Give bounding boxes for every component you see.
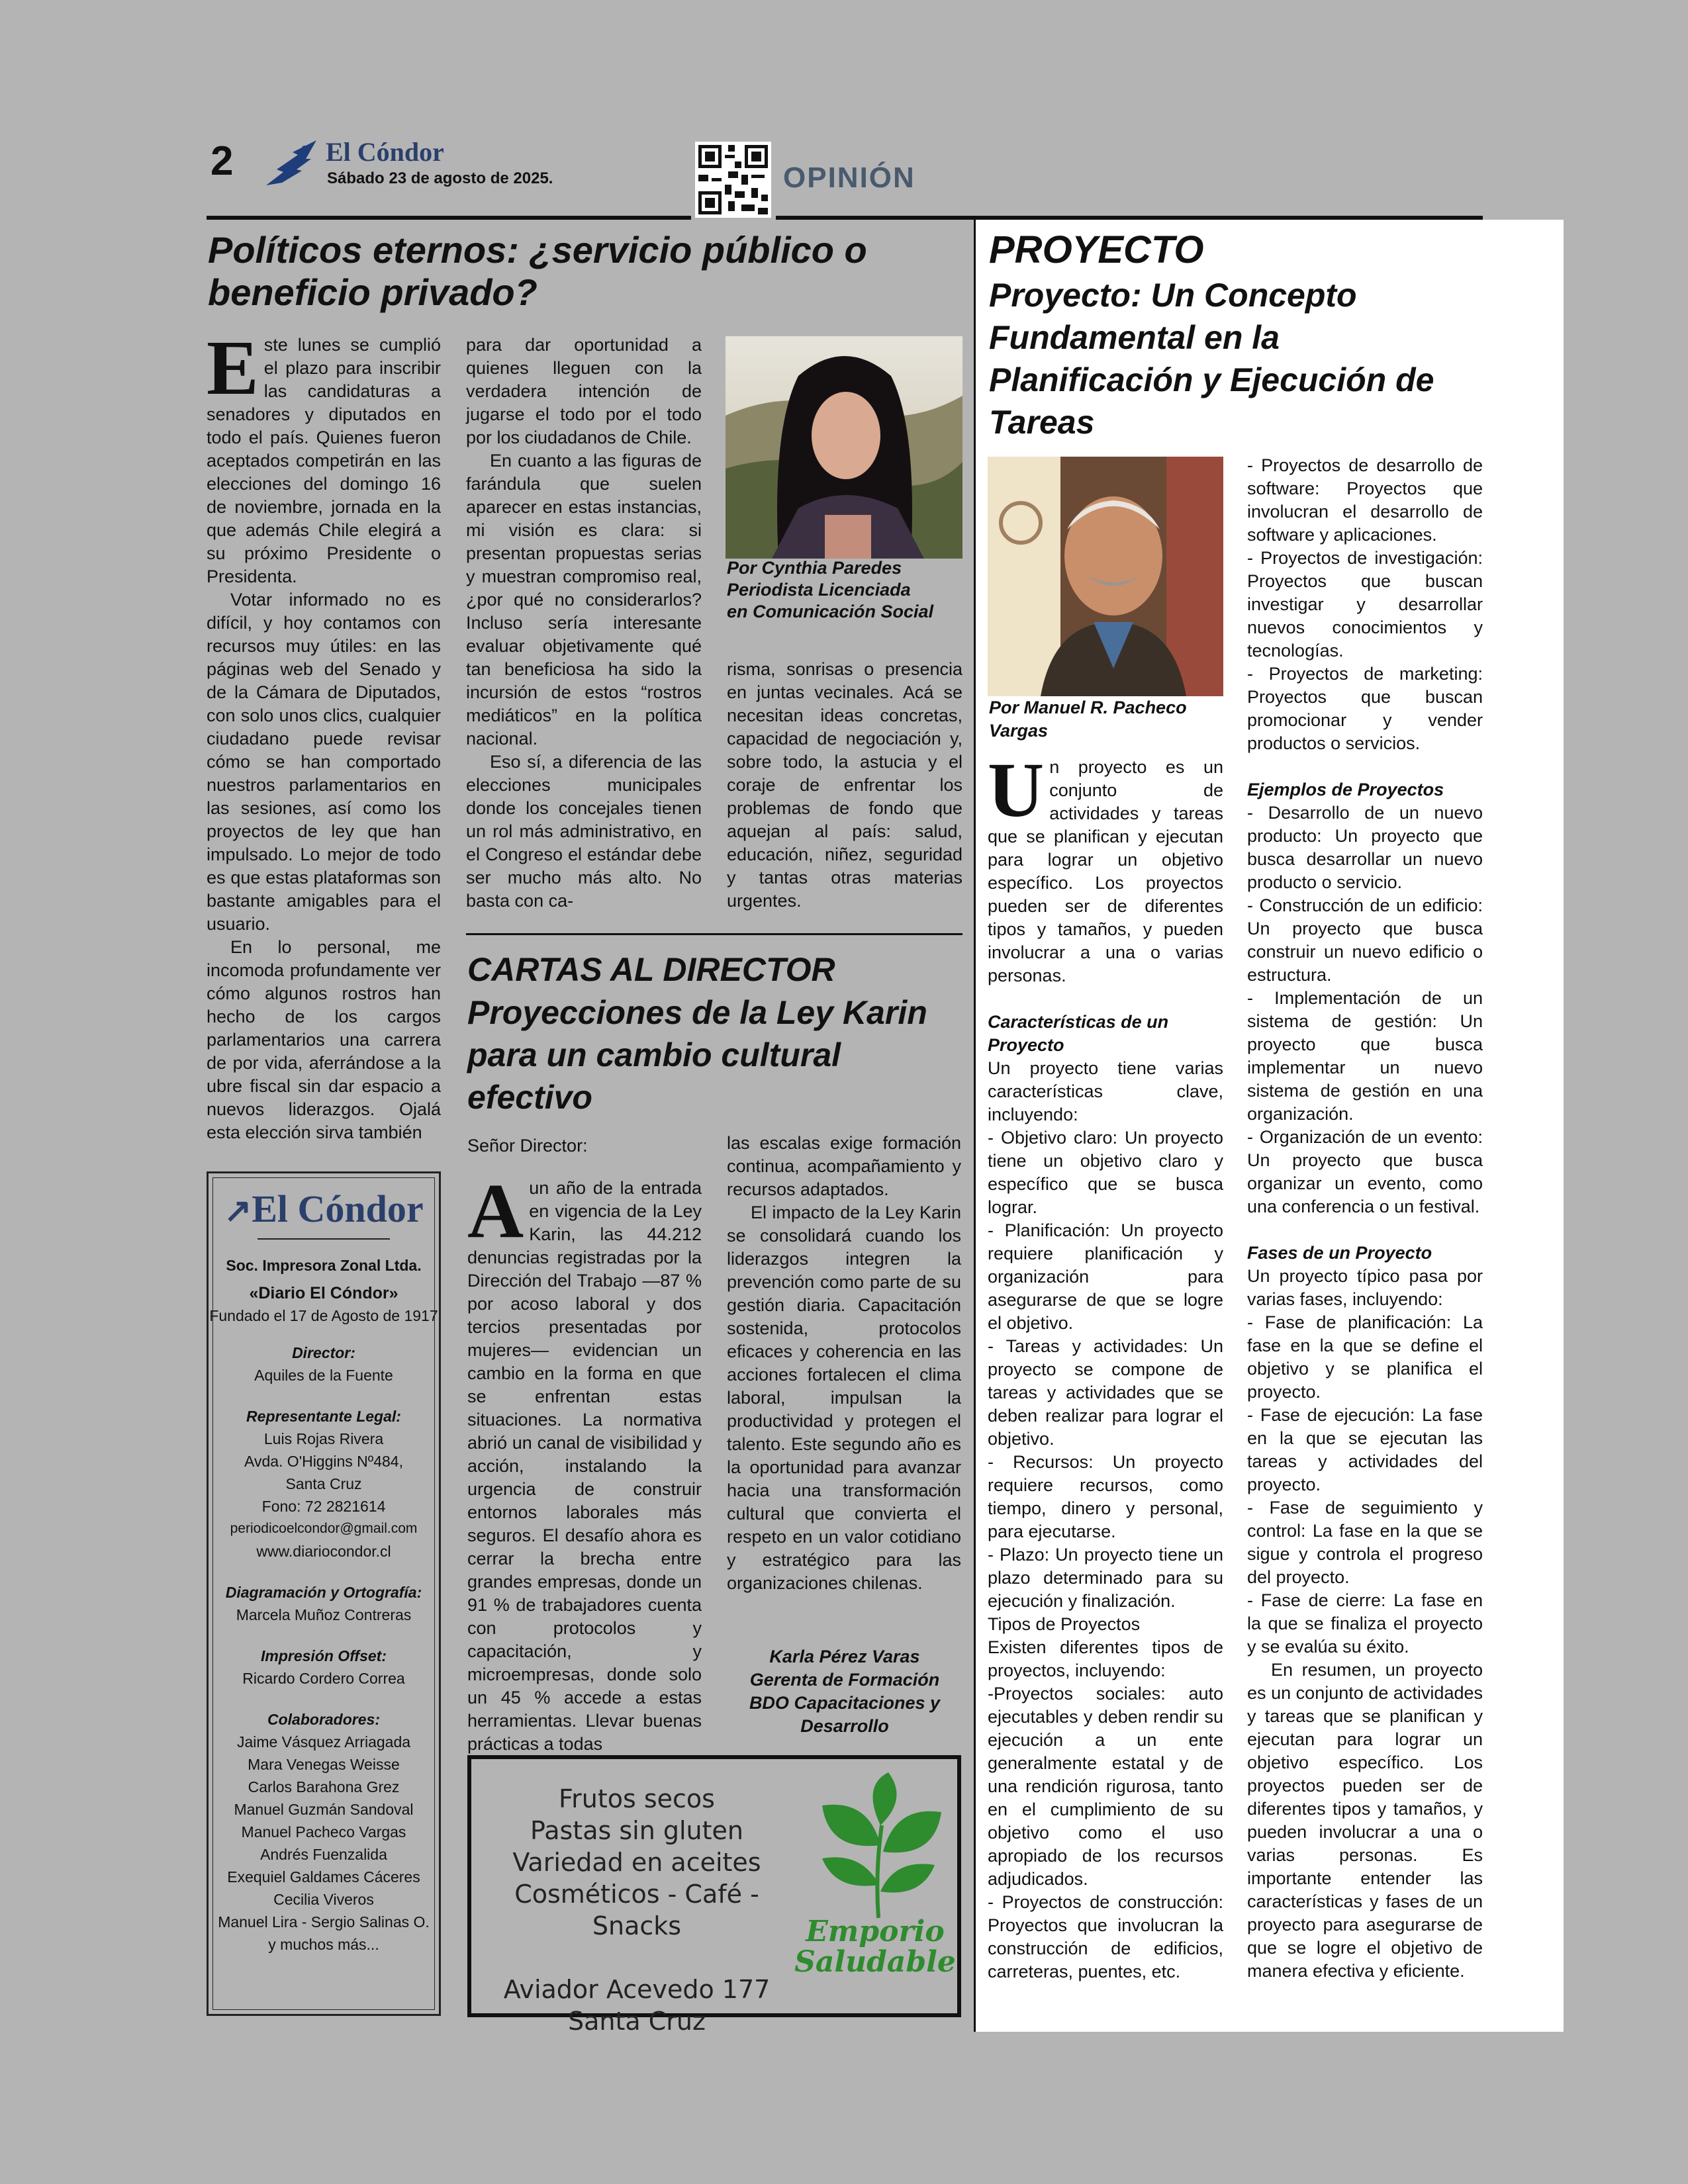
staff-legal-line: Santa Cruz <box>285 1475 362 1492</box>
staff-email-link[interactable]: periodicoelcondor@gmail.com <box>230 1521 418 1536</box>
staff-director-label: Director: <box>292 1344 355 1361</box>
paragraph: Existen diferentes tipos de proyectos, incluyendo: <box>988 1637 1223 1680</box>
section-label: OPINIÓN <box>783 161 915 194</box>
ad-line: Variedad en aceites <box>512 1848 761 1877</box>
paragraph: ste lunes se cumplió el plazo para inscribir las candidaturas a senadores y diputados en todo el país. Quienes fueron aceptados competirán en las elecciones del domingo 16 de noviembre, jornada en la que además Chile elegirá a su próximo Presidente o Presidenta. <box>207 335 441 586</box>
letter-col2 <box>727 1132 961 1595</box>
staff-legal-line: Luis Rojas Rivera <box>263 1430 384 1447</box>
letter-col1 <box>467 1167 702 1756</box>
header-rule-left <box>207 216 691 220</box>
qr-code-icon <box>695 142 771 218</box>
staff-collab: Cecilia Viveros <box>273 1891 374 1908</box>
staff-collab: Manuel Pacheco Vargas <box>241 1823 406 1841</box>
list-item: - Desarrollo de un nuevo producto: Un proyecto que busca desarrollar un nuevo producto o servicio. <box>1247 803 1483 892</box>
paragraph: En resumen, un proyecto es un conjunto de actividades y tareas que se planifican y ejecutan para lograr un objetivo específico. Los proyectos pueden ser de diferentes tipos y tamaños, y pueden involucrar a una o varias personas. Es importante entender las características y fases de un proyecto para asegurarse de que se logre el objetivo de manera efectiva y eficiente. <box>1247 1660 1483 1981</box>
staff-director: Aquiles de la Fuente <box>254 1367 393 1384</box>
ad-address: Santa Cruz <box>568 2007 706 2036</box>
article1-col3 <box>727 658 962 913</box>
staff-box <box>207 1171 441 2016</box>
staff-eagle-icon: ↗ <box>224 1192 252 1229</box>
staff-paper: «Diario El Cóndor» <box>249 1284 399 1302</box>
signature-line: Desarrollo <box>800 1716 889 1736</box>
list-item: - Fase de cierre: La fase en la que se finaliza el proyecto y se evalúa su éxito. <box>1247 1590 1483 1657</box>
letter-salutation: Señor Director: <box>467 1136 588 1156</box>
letter-dropcap: A <box>467 1167 524 1254</box>
paragraph: En cuanto a las figuras de farándula que suelen aparecer en estas instancias, mi visión es clara: si presentan propuestas serias y muestran compromiso real, ¿por qué no considerarlos? Incluso sería interesante evaluar objetivamente qué tan beneficiosa ha sido la incursión de estos “rostros mediáticos” en la política nacional. <box>466 451 702 749</box>
project-title: Proyecto: Un Concepto Fundamental en la Planificación y Ejecución de Tareas <box>989 277 1434 441</box>
list-item: - Proyectos de investigación: Proyectos que buscan investigar y desarrollar nuevos conocimientos y tecnologías. <box>1247 548 1483 660</box>
list-item: - Planificación: Un proyecto requiere planificación y organización para asegurarse de que se logre el objetivo. <box>988 1220 1223 1333</box>
byline-line: en Comunicación Social <box>727 602 934 621</box>
header-date: Sábado 23 de agosto de 2025. <box>327 169 553 187</box>
staff-collab: Andrés Fuenzalida <box>260 1846 387 1863</box>
list-item: - Proyectos de desarrollo de software: Proyectos que involucran el desarrollo de software y aplicaciones. <box>1247 455 1483 545</box>
staff-layout: Marcela Muñoz Contreras <box>236 1606 412 1623</box>
list-item: - Objetivo claro: Un proyecto tiene un objetivo claro y específico que se busca lograr. <box>988 1128 1223 1217</box>
list-item: - Recursos: Un proyecto requiere recursos, como tiempo, dinero y personal, para ejecutarse. <box>988 1452 1223 1541</box>
staff-logo: ↗El Cóndor <box>224 1187 424 1230</box>
list-item: - Implementación de un sistema de gestión: Un proyecto que busca implementar un nuevo sistema de gestión en una organización. <box>1247 988 1483 1124</box>
author-photo-manuel <box>988 457 1223 696</box>
staff-collab: Manuel Guzmán Sandoval <box>234 1801 414 1818</box>
paragraph: Votar informado no es difícil, y hoy contamos con recursos muy útiles: en las páginas web del Senado y de la Cámara de Diputados, con solo unos clics, cualquier ciudadano puede revisar cómo se han comportado nuestros parlamentarios en las sesiones, así como los proyectos de ley que han impulsado. Lo mejor de todo es que estas plataformas son bastante amigables para el usuario. <box>207 590 441 934</box>
project-byline <box>989 696 1187 743</box>
project-kicker: PROYECTO <box>989 228 1204 271</box>
paragraph: En lo personal, me incomoda profundamente ver cómo algunos rostros han hecho de los cargos parlamentarios una carrera de por vida, aferrándose a la ubre fiscal sin dar espacio a nuevos liderazgos. Ojalá esta elección sirva también <box>207 937 441 1142</box>
ad-line: Pastas sin gluten <box>530 1816 743 1845</box>
list-item: - Plazo: Un proyecto tiene un plazo determinado para su ejecución y finalización. <box>988 1545 1223 1611</box>
staff-collab: Exequiel Galdames Cáceres <box>227 1868 420 1886</box>
staff-print-label: Impresión Offset: <box>261 1647 387 1664</box>
staff-collab-label: Colaboradores: <box>267 1711 380 1728</box>
staff-legal-line: Avda. O'Higgins Nº484, <box>244 1453 403 1470</box>
author-photo-cynthia <box>726 336 962 559</box>
list-item: - Proyectos de construcción: Proyectos que involucran la construcción de edificios, carreteras, puentes, etc. <box>988 1892 1223 1981</box>
staff-founded: Fundado el 17 de Agosto de 1917 <box>209 1307 438 1324</box>
byline-line: Vargas <box>989 721 1049 741</box>
project-col1 <box>988 747 1223 1983</box>
project-col2 <box>1247 454 1483 1983</box>
staff-company: Soc. Impresora Zonal Ltda. <box>226 1257 422 1274</box>
paragraph: las escalas exige formación continua, acompañamiento y recursos adaptados. <box>727 1133 961 1199</box>
masthead-eagle-icon <box>263 139 320 192</box>
paragraph: Un proyecto tiene varias características clave, incluyendo: <box>988 1058 1223 1124</box>
section-heading: Fases de un Proyecto <box>1247 1243 1432 1263</box>
article1-dropcap: E <box>207 324 259 411</box>
section-heading: Características de un Proyecto <box>988 1012 1169 1055</box>
paragraph: n proyecto es un conjunto de actividades y tareas que se planifican y ejecutan para lograr un objetivo específico. Los proyectos pueden ser de diferentes tipos y tamaños, y pueden involucrar a una o varias personas. <box>988 757 1223 985</box>
ad-address: Aviador Acevedo 177 <box>503 1975 771 2004</box>
staff-legal-line: Fono: 72 2821614 <box>261 1498 386 1515</box>
ad-brand: Emporio Saludable <box>794 1915 956 1979</box>
list-item: -Proyectos sociales: auto ejecutables y deben rendir su ejecución a un ente generalmente estatal y de una rendición rigurosa, tanto en el cumplimiento de su objetivo como el uso apropiado de los recursos adjudicados. <box>988 1684 1223 1889</box>
page-number: 2 <box>211 138 234 184</box>
emporio-ad[interactable] <box>467 1755 961 2036</box>
paragraph: Eso sí, a diferencia de las elecciones municipales donde los concejales tienen un rol más administrativo, en el Congreso el estándar debe ser mucho más alto. No basta con ca- <box>466 752 702 911</box>
ad-line: Frutos secos <box>559 1784 715 1813</box>
list-item: - Fase de planificación: La fase en la que se define el objetivo y se planifica el proyecto. <box>1247 1312 1483 1402</box>
signature-line: Gerenta de Formación <box>749 1670 940 1690</box>
staff-layout-label: Diagramación y Ortografía: <box>225 1584 422 1601</box>
list-item: - Construcción de un edificio: Un proyecto que busca construir un nuevo edificio o estructura. <box>1247 895 1483 985</box>
signature-line: Karla Pérez Varas <box>769 1647 920 1666</box>
staff-collab: Manuel Lira - Sergio Salinas O. <box>218 1913 430 1931</box>
ad-line: Cosméticos - Café - Snacks <box>514 1880 759 1940</box>
paragraph: para dar oportunidad a quienes lleguen con la verdadera intención de jugarse el todo por el todo por los ciudadanos de Chile. <box>466 335 702 447</box>
list-item: - Fase de ejecución: La fase en la que se ejecutan las tareas y actividades del proyecto. <box>1247 1405 1483 1494</box>
section-heading: Ejemplos de Proyectos <box>1247 780 1444 799</box>
project-dropcap: U <box>988 747 1045 833</box>
article1-col1 <box>207 324 441 1144</box>
column-divider <box>974 220 976 2032</box>
byline-line: Por Manuel R. Pacheco <box>989 698 1187 717</box>
paragraph: Un proyecto típico pasa por varias fases, incluyendo: <box>1247 1266 1483 1309</box>
subheading: Tipos de Proyectos <box>988 1614 1141 1634</box>
staff-collab: Mara Venegas Weisse <box>248 1756 400 1773</box>
list-item: - Fase de seguimiento y control: La fase en la que se sigue y controla el progreso del proyecto. <box>1247 1498 1483 1587</box>
leaf-logo-icon <box>802 1772 955 1925</box>
staff-print: Ricardo Cordero Correa <box>242 1670 405 1687</box>
staff-collab: Carlos Barahona Grez <box>248 1778 400 1796</box>
article1-title: Políticos eternos: ¿servicio público o beneficio privado? <box>208 229 867 313</box>
letter-kicker: CARTAS AL DIRECTOR <box>467 951 835 988</box>
article1-byline <box>727 557 933 623</box>
byline-line: Por Cynthia Paredes <box>727 558 902 578</box>
staff-collab: Jaime Vásquez Arriagada <box>236 1733 411 1751</box>
signature-line: BDO Capacitaciones y <box>749 1693 941 1713</box>
masthead-title: El Cóndor <box>326 137 444 167</box>
letter-signature <box>727 1645 962 1738</box>
staff-collab: y muchos más... <box>268 1936 379 1953</box>
letter-top-rule <box>466 933 962 935</box>
letter-title: Proyecciones de la Ley Karin para un cambio cultural efectivo <box>467 994 927 1116</box>
staff-website-link[interactable]: www.diariocondor.cl <box>256 1543 391 1560</box>
article1-col2 <box>466 334 702 913</box>
paragraph: El impacto de la Ley Karin se consolidará cuando los liderazgos integren la prevención como parte de su gestión diaria. Capacitación sostenida, protocolos eficaces y coherencia en las acciones fortalecen el clima laboral, impulsan la productividad y protegen el talento. Este segundo año es la oportunidad para avanzar hacia una transformación cultural que convierta el respeto en un valor cotidiano y estratégico para las organizaciones chilenas. <box>727 1203 961 1593</box>
paragraph: un año de la entrada en vigencia de la Ley Karin, las 44.212 denuncias registradas por la Dirección del Trabajo —87 % por acoso laboral y dos tercios presentadas por mujeres— evidencian un cambio en la forma en que se enfrentan estas situaciones. La normativa abrió un canal de visibilidad y acción, instalando la urgencia de construir entornos laborales más seguros. El desafío ahora es cerrar la brecha entre grandes empresas, donde un 91 % de trabajadores cuenta con protocolos y capacitación, y microempresas, donde solo un 45 % accede a estas herramientas. Llevar buenas prácticas a todas <box>467 1178 702 1754</box>
paragraph: risma, sonrisas o presencia en juntas vecinales. Acá se necesitan ideas concretas, capacidad de negociación y, sobre todo, la astucia y el coraje de enfrentar los problemas de fondo que aquejan al país: salud, educación, niñez, seguridad y tantas otras materias urgentes. <box>727 659 962 911</box>
list-item: - Proyectos de marketing: Proyectos que buscan promocionar y vender productos o servicios. <box>1247 664 1483 753</box>
byline-line: Periodista Licenciada <box>727 580 911 600</box>
staff-legal-label: Representante Legal: <box>246 1408 401 1425</box>
list-item: - Organización de un evento: Un proyecto que busca organizar un evento, como una conferencia o un festival. <box>1247 1127 1483 1216</box>
list-item: - Tareas y actividades: Un proyecto se compone de tareas y actividades que se deben realizar para lograr el objetivo. <box>988 1336 1223 1449</box>
